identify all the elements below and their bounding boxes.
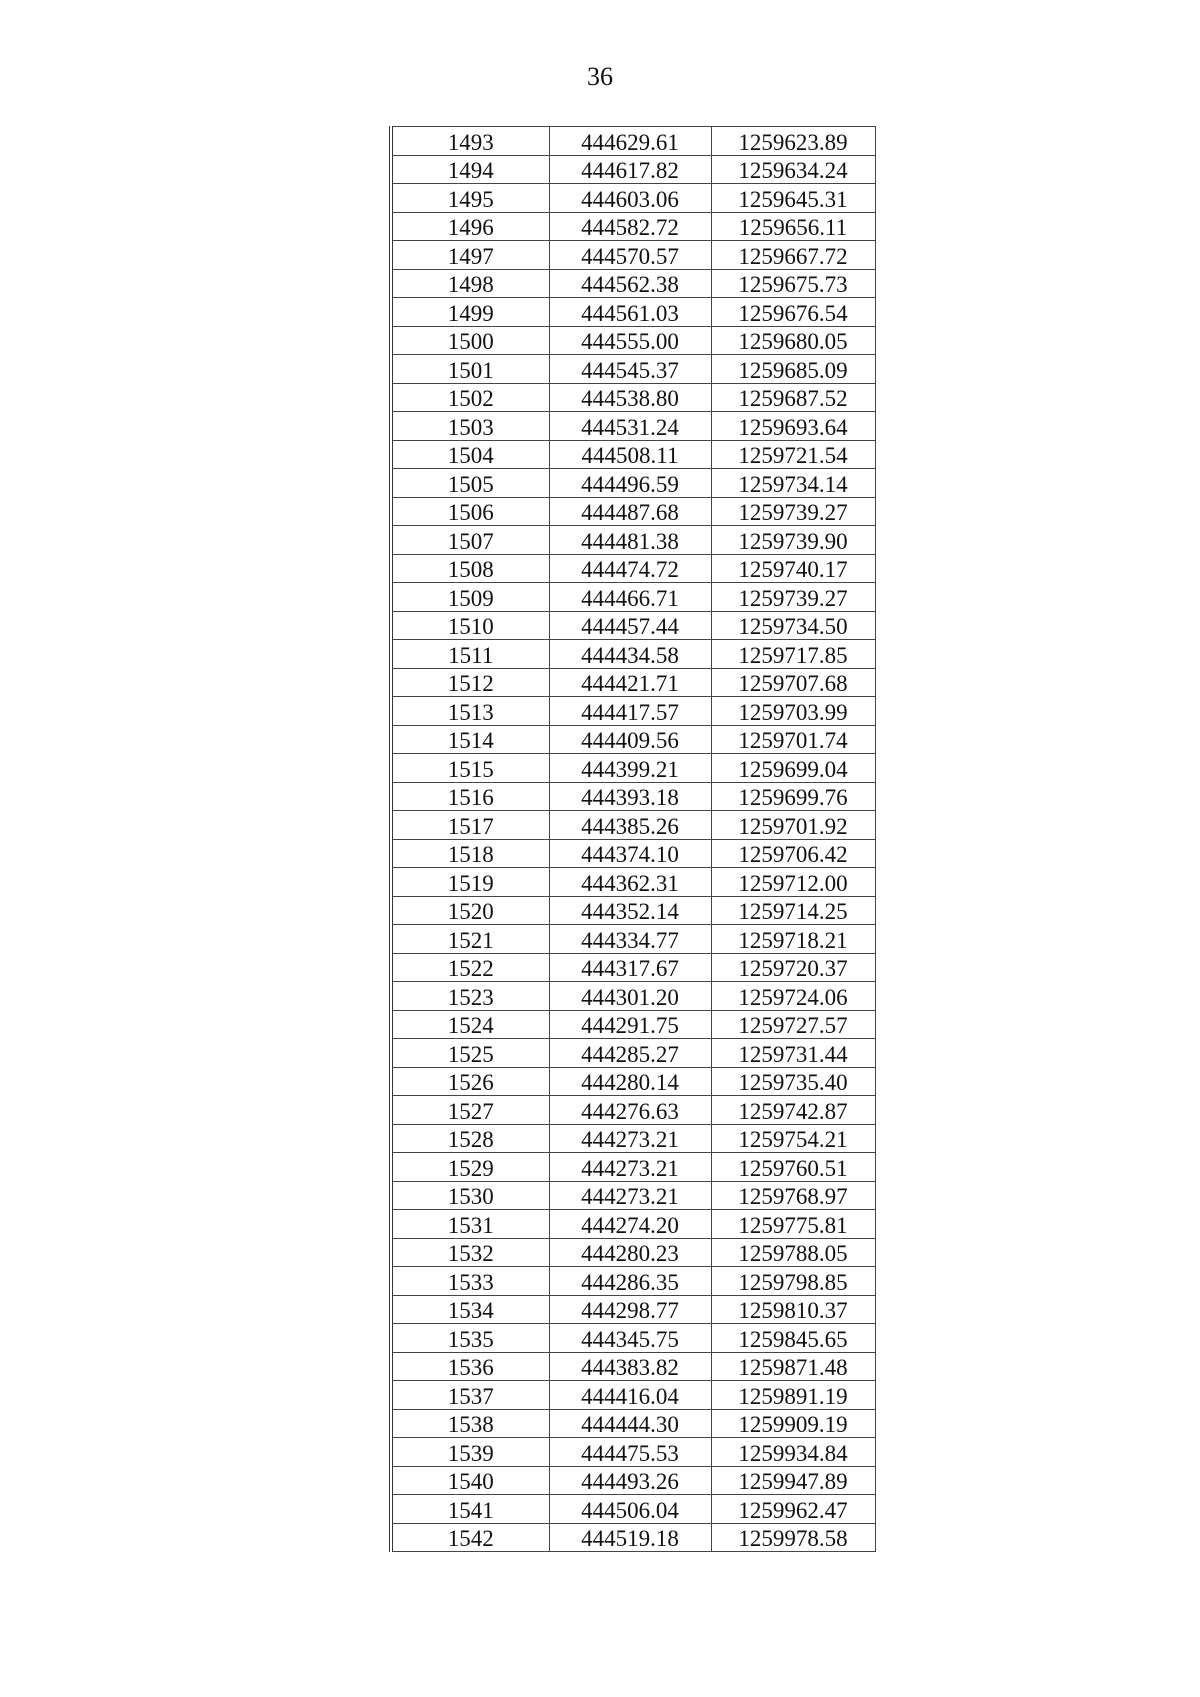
y-coordinate-cell: 1259667.72	[711, 241, 875, 270]
y-coordinate-cell: 1259680.05	[711, 326, 875, 355]
x-coordinate-cell: 444274.20	[549, 1210, 711, 1239]
x-coordinate-cell: 444374.10	[549, 839, 711, 868]
y-coordinate-cell: 1259717.85	[711, 640, 875, 669]
point-number-cell: 1497	[391, 241, 549, 270]
y-coordinate-cell: 1259707.68	[711, 668, 875, 697]
y-coordinate-cell: 1259978.58	[711, 1523, 875, 1552]
x-coordinate-cell: 444273.21	[549, 1153, 711, 1182]
x-coordinate-cell: 444409.56	[549, 725, 711, 754]
x-coordinate-cell: 444285.27	[549, 1039, 711, 1068]
table-row	[391, 953, 875, 982]
table-row	[391, 583, 875, 612]
y-coordinate-cell: 1259727.57	[711, 1010, 875, 1039]
table-row	[391, 155, 875, 184]
table-row	[391, 925, 875, 954]
point-number-cell: 1539	[391, 1438, 549, 1467]
table-row	[391, 1153, 875, 1182]
y-coordinate-cell: 1259734.14	[711, 469, 875, 498]
point-number-cell: 1505	[391, 469, 549, 498]
x-coordinate-cell: 444561.03	[549, 298, 711, 327]
point-number-cell: 1540	[391, 1466, 549, 1495]
y-coordinate-cell: 1259962.47	[711, 1495, 875, 1524]
y-coordinate-cell: 1259721.54	[711, 440, 875, 469]
x-coordinate-cell: 444317.67	[549, 953, 711, 982]
y-coordinate-cell: 1259724.06	[711, 982, 875, 1011]
table-row	[391, 1409, 875, 1438]
point-number-cell: 1511	[391, 640, 549, 669]
point-number-cell: 1500	[391, 326, 549, 355]
x-coordinate-cell: 444508.11	[549, 440, 711, 469]
table-row	[391, 1295, 875, 1324]
x-coordinate-cell: 444474.72	[549, 554, 711, 583]
x-coordinate-cell: 444582.72	[549, 212, 711, 241]
x-coordinate-cell: 444334.77	[549, 925, 711, 954]
x-coordinate-cell: 444291.75	[549, 1010, 711, 1039]
y-coordinate-cell: 1259798.85	[711, 1267, 875, 1296]
table-row	[391, 839, 875, 868]
table-row	[391, 1267, 875, 1296]
point-number-cell: 1518	[391, 839, 549, 868]
y-coordinate-cell: 1259768.97	[711, 1181, 875, 1210]
point-number-cell: 1519	[391, 868, 549, 897]
x-coordinate-cell: 444399.21	[549, 754, 711, 783]
y-coordinate-cell: 1259934.84	[711, 1438, 875, 1467]
table-row	[391, 1495, 875, 1524]
y-coordinate-cell: 1259775.81	[711, 1210, 875, 1239]
table-row	[391, 1039, 875, 1068]
x-coordinate-cell: 444555.00	[549, 326, 711, 355]
table-row	[391, 640, 875, 669]
point-number-cell: 1496	[391, 212, 549, 241]
table-row	[391, 1238, 875, 1267]
x-coordinate-cell: 444276.63	[549, 1096, 711, 1125]
x-coordinate-cell: 444298.77	[549, 1295, 711, 1324]
point-number-cell: 1512	[391, 668, 549, 697]
table-row	[391, 554, 875, 583]
y-coordinate-cell: 1259731.44	[711, 1039, 875, 1068]
table-row	[391, 1067, 875, 1096]
x-coordinate-cell: 444481.38	[549, 526, 711, 555]
y-coordinate-cell: 1259754.21	[711, 1124, 875, 1153]
table-row	[391, 212, 875, 241]
x-coordinate-cell: 444273.21	[549, 1124, 711, 1153]
y-coordinate-cell: 1259720.37	[711, 953, 875, 982]
table-row	[391, 326, 875, 355]
x-coordinate-cell: 444362.31	[549, 868, 711, 897]
y-coordinate-cell: 1259739.27	[711, 583, 875, 612]
point-number-cell: 1517	[391, 811, 549, 840]
x-coordinate-cell: 444629.61	[549, 127, 711, 156]
x-coordinate-cell: 444434.58	[549, 640, 711, 669]
table-row	[391, 469, 875, 498]
y-coordinate-cell: 1259675.73	[711, 269, 875, 298]
point-number-cell: 1533	[391, 1267, 549, 1296]
x-coordinate-cell: 444617.82	[549, 155, 711, 184]
coordinates-table-body	[391, 127, 875, 1552]
point-number-cell: 1514	[391, 725, 549, 754]
point-number-cell: 1528	[391, 1124, 549, 1153]
coordinates-table	[389, 126, 876, 1552]
x-coordinate-cell: 444352.14	[549, 896, 711, 925]
x-coordinate-cell: 444493.26	[549, 1466, 711, 1495]
x-coordinate-cell: 444570.57	[549, 241, 711, 270]
point-number-cell: 1523	[391, 982, 549, 1011]
point-number-cell: 1506	[391, 497, 549, 526]
x-coordinate-cell: 444416.04	[549, 1381, 711, 1410]
table-row	[391, 725, 875, 754]
table-row	[391, 754, 875, 783]
point-number-cell: 1524	[391, 1010, 549, 1039]
x-coordinate-cell: 444506.04	[549, 1495, 711, 1524]
y-coordinate-cell: 1259676.54	[711, 298, 875, 327]
x-coordinate-cell: 444475.53	[549, 1438, 711, 1467]
y-coordinate-cell: 1259714.25	[711, 896, 875, 925]
table-row	[391, 982, 875, 1011]
x-coordinate-cell: 444280.23	[549, 1238, 711, 1267]
table-row	[391, 782, 875, 811]
y-coordinate-cell: 1259760.51	[711, 1153, 875, 1182]
x-coordinate-cell: 444545.37	[549, 355, 711, 384]
y-coordinate-cell: 1259699.04	[711, 754, 875, 783]
point-number-cell: 1527	[391, 1096, 549, 1125]
x-coordinate-cell: 444383.82	[549, 1352, 711, 1381]
point-number-cell: 1520	[391, 896, 549, 925]
table-row	[391, 1210, 875, 1239]
table-row	[391, 896, 875, 925]
y-coordinate-cell: 1259740.17	[711, 554, 875, 583]
x-coordinate-cell: 444531.24	[549, 412, 711, 441]
point-number-cell: 1531	[391, 1210, 549, 1239]
y-coordinate-cell: 1259891.19	[711, 1381, 875, 1410]
point-number-cell: 1498	[391, 269, 549, 298]
table-row	[391, 1352, 875, 1381]
point-number-cell: 1542	[391, 1523, 549, 1552]
table-row	[391, 127, 875, 156]
table-row	[391, 1438, 875, 1467]
point-number-cell: 1507	[391, 526, 549, 555]
table-row	[391, 383, 875, 412]
y-coordinate-cell: 1259742.87	[711, 1096, 875, 1125]
point-number-cell: 1532	[391, 1238, 549, 1267]
x-coordinate-cell: 444457.44	[549, 611, 711, 640]
x-coordinate-cell: 444562.38	[549, 269, 711, 298]
table-row	[391, 1466, 875, 1495]
table-row	[391, 1010, 875, 1039]
y-coordinate-cell: 1259845.65	[711, 1324, 875, 1353]
y-coordinate-cell: 1259701.92	[711, 811, 875, 840]
x-coordinate-cell: 444301.20	[549, 982, 711, 1011]
y-coordinate-cell: 1259634.24	[711, 155, 875, 184]
table-row	[391, 241, 875, 270]
table-row	[391, 497, 875, 526]
y-coordinate-cell: 1259734.50	[711, 611, 875, 640]
table-row	[391, 412, 875, 441]
x-coordinate-cell: 444280.14	[549, 1067, 711, 1096]
x-coordinate-cell: 444603.06	[549, 184, 711, 213]
y-coordinate-cell: 1259739.90	[711, 526, 875, 555]
y-coordinate-cell: 1259699.76	[711, 782, 875, 811]
point-number-cell: 1508	[391, 554, 549, 583]
x-coordinate-cell: 444385.26	[549, 811, 711, 840]
page-number: 36	[587, 62, 613, 91]
y-coordinate-cell: 1259685.09	[711, 355, 875, 384]
point-number-cell: 1522	[391, 953, 549, 982]
table-row	[391, 1124, 875, 1153]
point-number-cell: 1494	[391, 155, 549, 184]
y-coordinate-cell: 1259701.74	[711, 725, 875, 754]
y-coordinate-cell: 1259712.00	[711, 868, 875, 897]
point-number-cell: 1503	[391, 412, 549, 441]
y-coordinate-cell: 1259947.89	[711, 1466, 875, 1495]
point-number-cell: 1526	[391, 1067, 549, 1096]
x-coordinate-cell: 444286.35	[549, 1267, 711, 1296]
table-row	[391, 868, 875, 897]
y-coordinate-cell: 1259788.05	[711, 1238, 875, 1267]
y-coordinate-cell: 1259810.37	[711, 1295, 875, 1324]
point-number-cell: 1537	[391, 1381, 549, 1410]
point-number-cell: 1495	[391, 184, 549, 213]
point-number-cell: 1530	[391, 1181, 549, 1210]
point-number-cell: 1510	[391, 611, 549, 640]
y-coordinate-cell: 1259703.99	[711, 697, 875, 726]
x-coordinate-cell: 444345.75	[549, 1324, 711, 1353]
x-coordinate-cell: 444487.68	[549, 497, 711, 526]
y-coordinate-cell: 1259718.21	[711, 925, 875, 954]
table-row	[391, 440, 875, 469]
x-coordinate-cell: 444444.30	[549, 1409, 711, 1438]
y-coordinate-cell: 1259735.40	[711, 1067, 875, 1096]
x-coordinate-cell: 444519.18	[549, 1523, 711, 1552]
x-coordinate-cell: 444273.21	[549, 1181, 711, 1210]
point-number-cell: 1516	[391, 782, 549, 811]
table-row	[391, 811, 875, 840]
table-row	[391, 611, 875, 640]
point-number-cell: 1521	[391, 925, 549, 954]
point-number-cell: 1504	[391, 440, 549, 469]
point-number-cell: 1515	[391, 754, 549, 783]
table-row	[391, 269, 875, 298]
x-coordinate-cell: 444421.71	[549, 668, 711, 697]
y-coordinate-cell: 1259693.64	[711, 412, 875, 441]
y-coordinate-cell: 1259656.11	[711, 212, 875, 241]
x-coordinate-cell: 444393.18	[549, 782, 711, 811]
table-row	[391, 526, 875, 555]
table-row	[391, 355, 875, 384]
table-row	[391, 298, 875, 327]
x-coordinate-cell: 444496.59	[549, 469, 711, 498]
y-coordinate-cell: 1259706.42	[711, 839, 875, 868]
point-number-cell: 1538	[391, 1409, 549, 1438]
point-number-cell: 1529	[391, 1153, 549, 1182]
y-coordinate-cell: 1259739.27	[711, 497, 875, 526]
point-number-cell: 1534	[391, 1295, 549, 1324]
table-row	[391, 1181, 875, 1210]
y-coordinate-cell: 1259909.19	[711, 1409, 875, 1438]
y-coordinate-cell: 1259871.48	[711, 1352, 875, 1381]
point-number-cell: 1535	[391, 1324, 549, 1353]
table-row	[391, 1096, 875, 1125]
table-row	[391, 697, 875, 726]
x-coordinate-cell: 444417.57	[549, 697, 711, 726]
point-number-cell: 1525	[391, 1039, 549, 1068]
y-coordinate-cell: 1259645.31	[711, 184, 875, 213]
point-number-cell: 1513	[391, 697, 549, 726]
point-number-cell: 1502	[391, 383, 549, 412]
x-coordinate-cell: 444538.80	[549, 383, 711, 412]
point-number-cell: 1493	[391, 127, 549, 156]
table-row	[391, 668, 875, 697]
point-number-cell: 1499	[391, 298, 549, 327]
table-row	[391, 1324, 875, 1353]
y-coordinate-cell: 1259687.52	[711, 383, 875, 412]
point-number-cell: 1536	[391, 1352, 549, 1381]
point-number-cell: 1509	[391, 583, 549, 612]
table-row	[391, 1381, 875, 1410]
table-row	[391, 184, 875, 213]
x-coordinate-cell: 444466.71	[549, 583, 711, 612]
table-row	[391, 1523, 875, 1552]
point-number-cell: 1501	[391, 355, 549, 384]
point-number-cell: 1541	[391, 1495, 549, 1524]
y-coordinate-cell: 1259623.89	[711, 127, 875, 156]
